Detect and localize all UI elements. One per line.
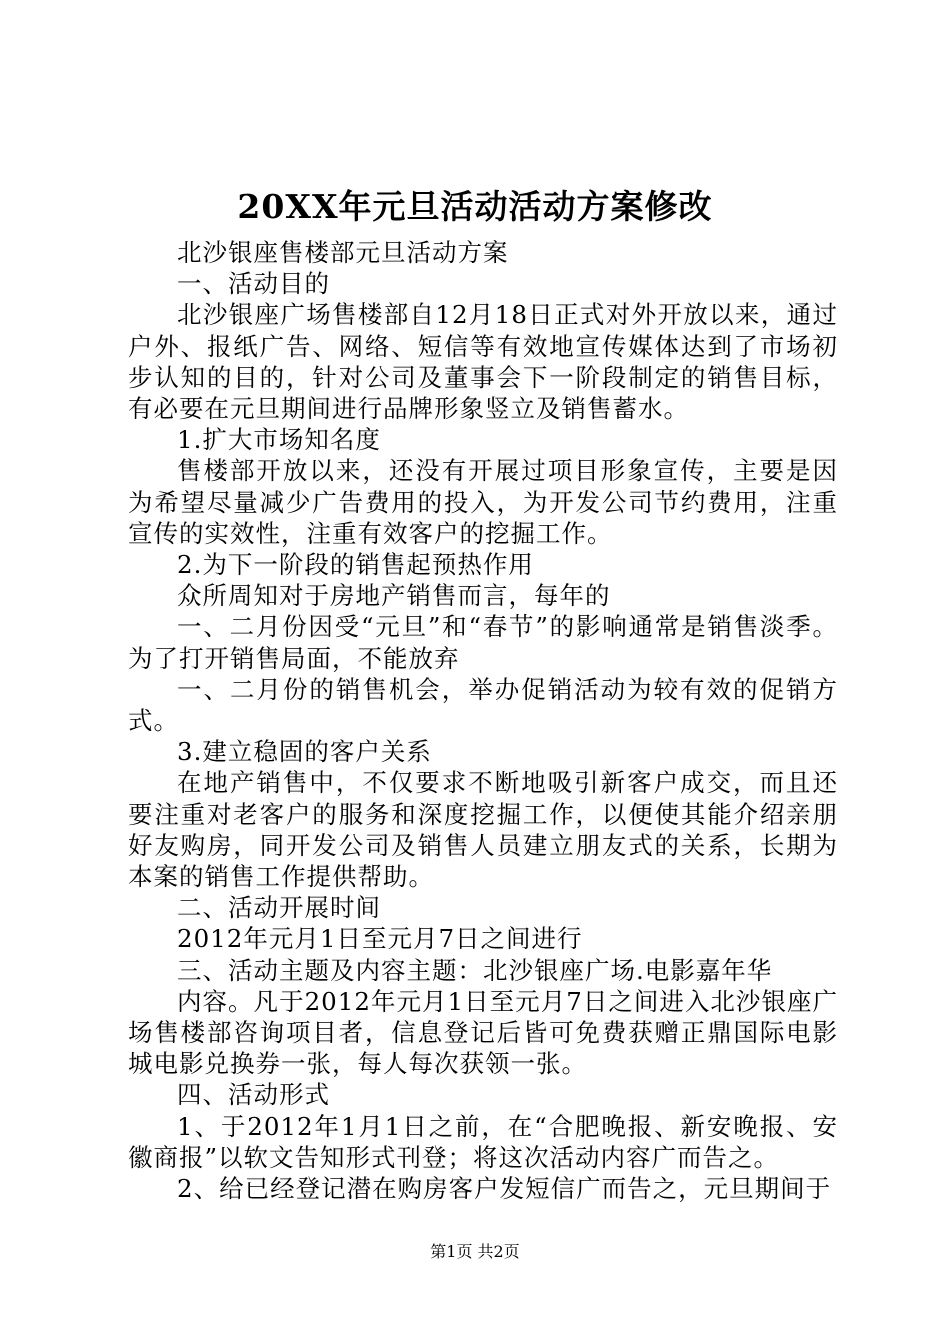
paragraph: 二、活动开展时间 — [177, 893, 381, 923]
paragraph: 众所周知对于房地产销售而言，每年的 — [177, 581, 611, 611]
paragraph: 售楼部开放以来，还没有开展过项目形象宣传，主要是因为希望尽量减少广告费用的投入，为开发公司节约费用，注重宣传的实效性，注重有效客户的挖掘工作。 — [128, 456, 838, 548]
page-number-footer: 第1页 共2页 — [430, 1242, 520, 1261]
paragraph: 四、活动形式 — [177, 1080, 330, 1110]
paragraph: 一、活动目的 — [177, 269, 330, 299]
paragraph: 北沙银座售楼部元旦活动方案 — [177, 238, 509, 267]
paragraph: 2012年元月1日至元月7日之间进行 — [177, 924, 583, 954]
paragraph: 1.扩大市场知名度 — [177, 425, 381, 455]
document-title: 20XX年元旦活动活动方案修改 — [237, 187, 713, 226]
paragraph: 2.为下一阶段的销售起预热作用 — [177, 550, 534, 580]
paragraph: 1、于2012年1月1日之前，在“合肥晚报、新安晚报、安徽商报”以软文告知形式刊登；将这次活动内容广而告之。 — [128, 1111, 838, 1172]
paragraph: 三、活动主题及内容主题：北沙银座广场.电影嘉年华 — [177, 955, 773, 985]
paragraph: 内容。凡于2012年元月1日至元月7日之间进入北沙银座广场售楼部咨询项目者，信息登记后皆可免费获赠正鼎国际电影城电影兑换券一张，每人每次获领一张。 — [128, 986, 838, 1079]
paragraph: 3.建立稳固的客户关系 — [177, 737, 432, 767]
paragraph: 一、二月份的销售机会，举办促销活动为较有效的促销方式。 — [128, 674, 838, 736]
paragraph: 一、二月份因受“元旦”和“春节”的影响通常是销售淡季。为了打开销售局面，不能放弃 — [128, 612, 838, 673]
paragraph: 2、给已经登记潜在购房客户发短信广而告之，元旦期间于 — [177, 1174, 832, 1204]
document-body — [128, 237, 838, 1204]
paragraph: 北沙银座广场售楼部自12月18日正式对外开放以来，通过户外、报纸广告、网络、短信等有效地宣传媒体达到了市场初步认知的目的，针对公司及董事会下一阶段制定的销售目标，有必要在元旦期间进行品牌形象竖立及销售蓄水。 — [128, 300, 838, 424]
paragraph: 在地产销售中，不仅要求不断地吸引新客户成交，而且还要注重对老客户的服务和深度挖掘工作，以便使其能介绍亲朋好友购房，同开发公司及销售人员建立朋友式的关系，长期为本案的销售工作提供帮助。 — [128, 768, 838, 892]
